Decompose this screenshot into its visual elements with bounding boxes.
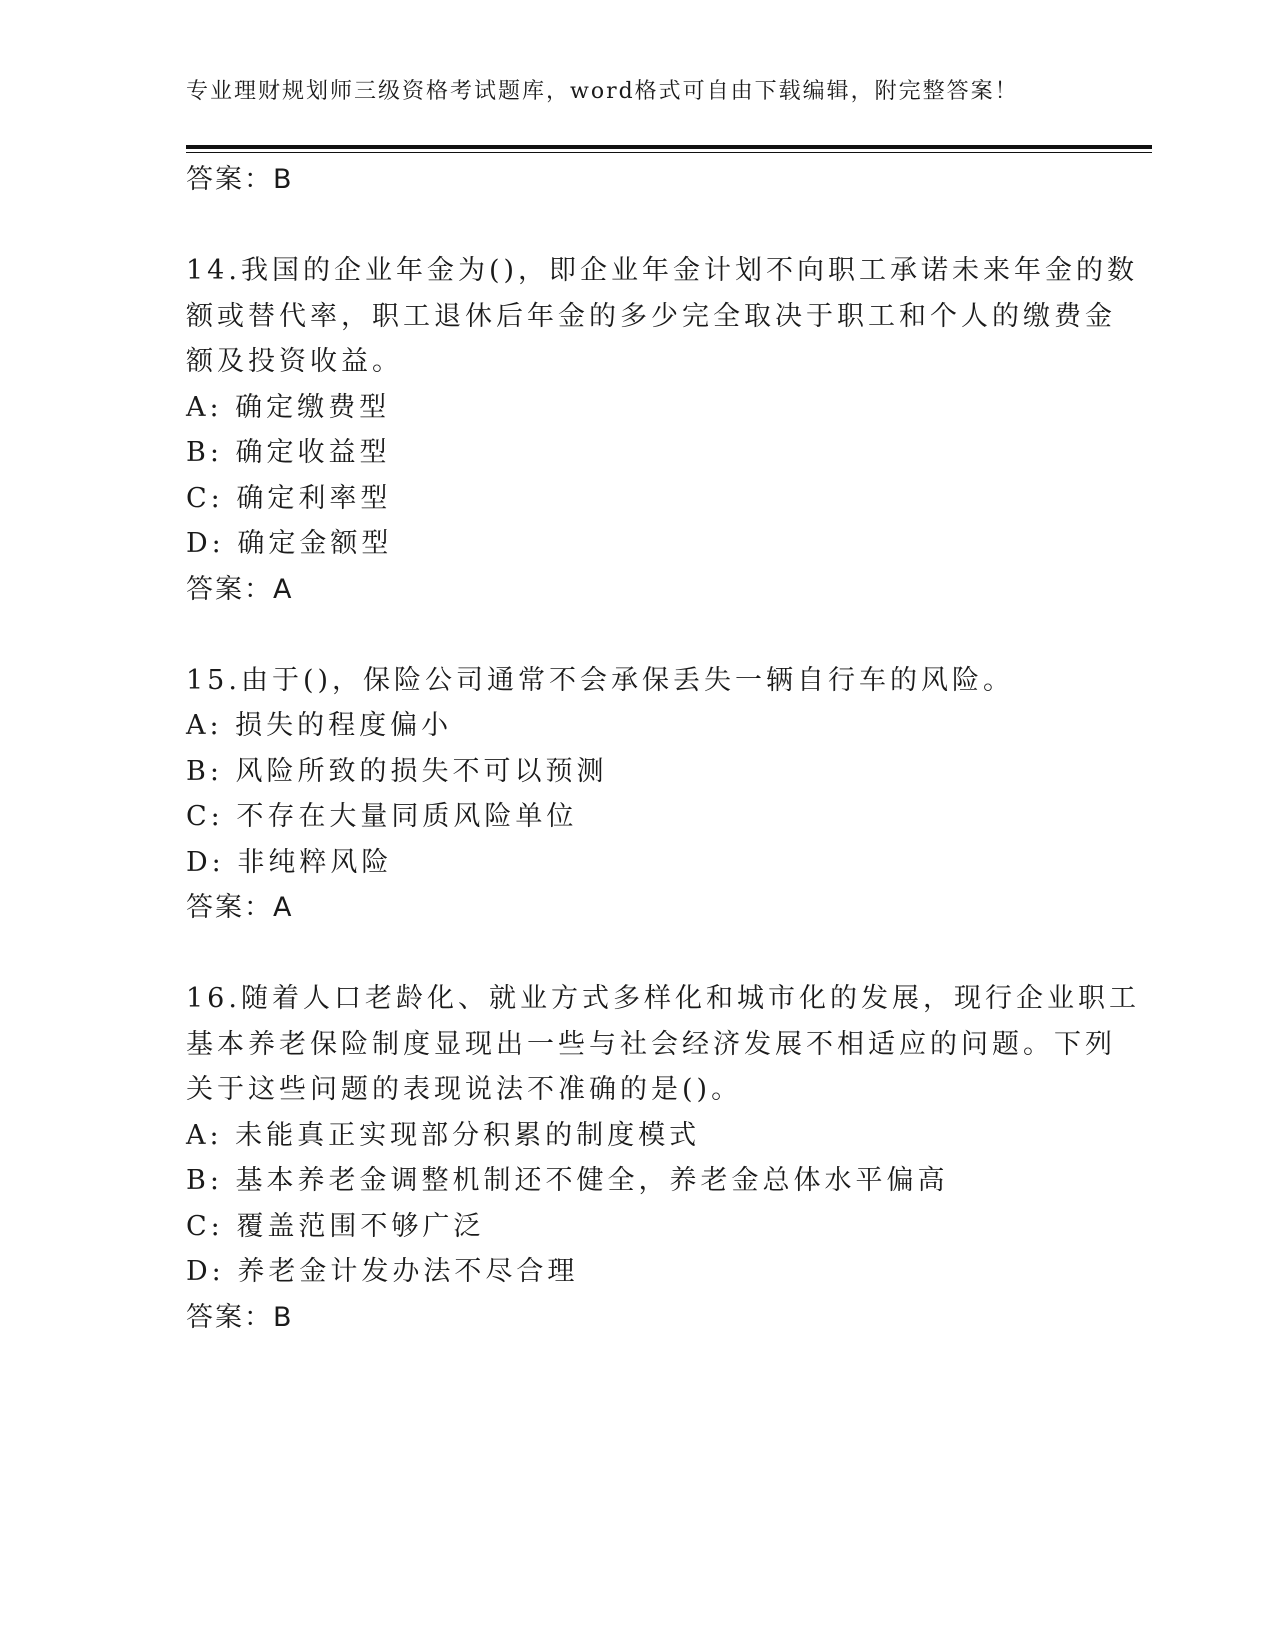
document-body: [186, 157, 1140, 1340]
spacer: [186, 612, 1086, 658]
option-d: D: 养老金计发办法不尽合理: [186, 1256, 579, 1287]
question-stem-line: 额及投资收益。: [186, 346, 403, 377]
question-stem-line: 14.我国的企业年金为()，即企业年金计划不向职工承诺未来年金的数: [186, 255, 1139, 286]
option-d: D: 非纯粹风险: [186, 846, 393, 878]
option-b: B: 确定收益型: [186, 437, 391, 468]
spacer: [186, 931, 1086, 977]
option-b: B: 基本养老金调整机制还不健全，养老金总体水平偏高: [186, 1165, 949, 1196]
option-a: A: 未能真正实现部分积累的制度模式: [186, 1119, 701, 1151]
option-a: A: 确定缴费型: [186, 391, 391, 423]
question-stem-line: 额或替代率，职工退休后年金的多少完全取决于职工和个人的缴费金: [186, 300, 1116, 332]
question-stem-line: 16.随着人口老龄化、就业方式多样化和城市化的发展，现行企业职工: [186, 983, 1140, 1014]
page-header: 专业理财规划师三级资格考试题库，word格式可自由下载编辑，附完整答案！: [186, 79, 1019, 104]
spacer: [186, 203, 1086, 249]
question-stem-line: 关于这些问题的表现说法不准确的是()。: [186, 1074, 743, 1105]
header-rule-thin: [186, 152, 1152, 153]
question-block-15: [186, 658, 1086, 931]
question-stem-line: 基本养老保险制度显现出一些与社会经济发展不相适应的问题。下列: [186, 1028, 1116, 1060]
option-c: C: 覆盖范围不够广泛: [186, 1210, 485, 1242]
answer: 答案：A: [186, 892, 294, 923]
answer: 答案：A: [186, 573, 294, 605]
answer: 答案：B: [186, 1301, 294, 1333]
question-stem-line: 15.由于()，保险公司通常不会承保丢失一辆自行车的风险。: [186, 664, 1015, 696]
option-c: C: 确定利率型: [186, 482, 392, 514]
option-c: C: 不存在大量同质风险单位: [186, 801, 578, 832]
option-b: B: 风险所致的损失不可以预测: [186, 755, 608, 787]
header-rule-thick: [186, 145, 1152, 149]
question-block-16: [186, 976, 1140, 1340]
previous-answer: 答案：B: [186, 164, 294, 195]
option-a: A: 损失的程度偏小: [186, 710, 453, 741]
option-d: D: 确定金额型: [186, 528, 393, 559]
question-block-14: [186, 248, 1139, 612]
